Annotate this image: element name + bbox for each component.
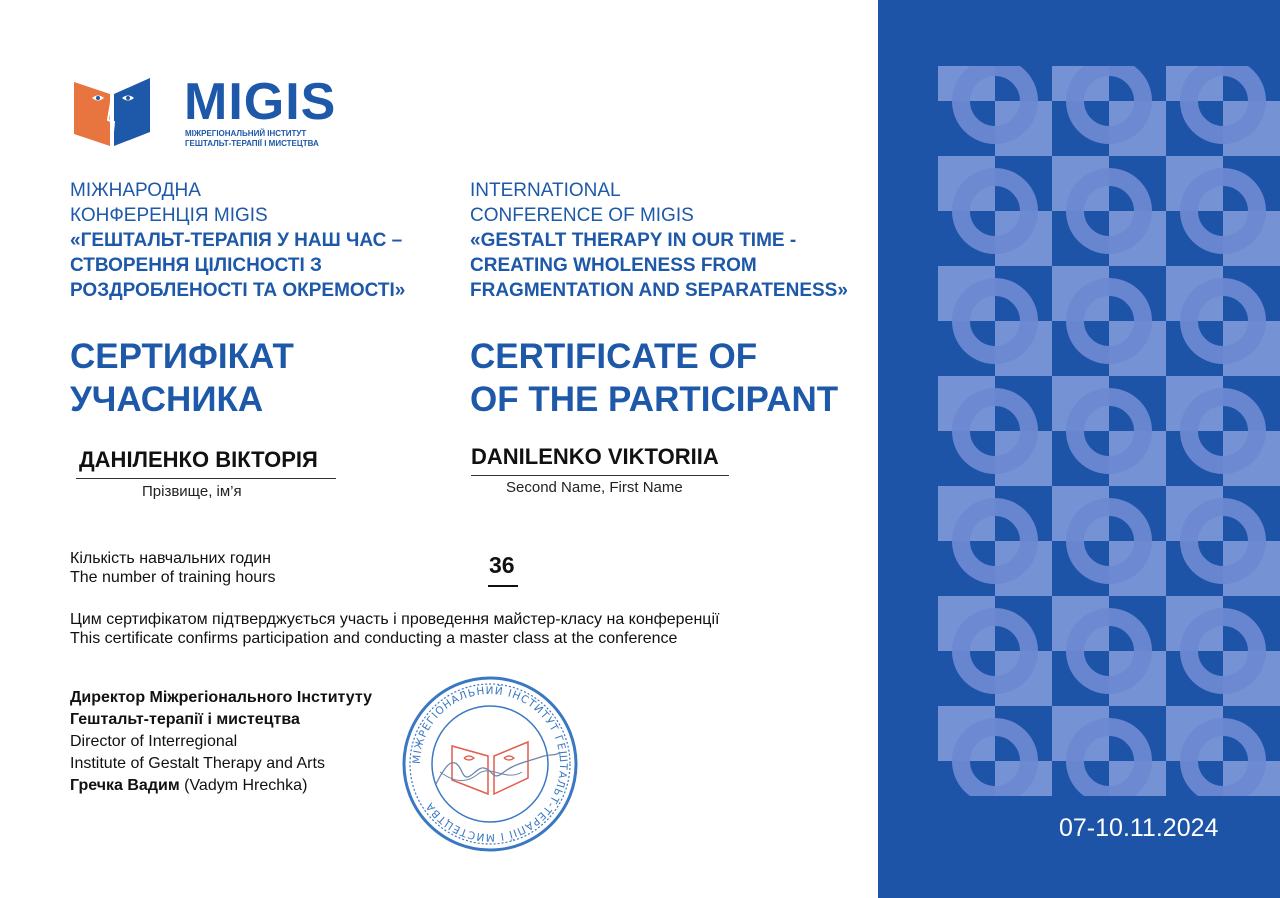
conference-title-en [470,178,880,303]
conference-ua-line1: МІЖНАРОДНА [70,180,201,201]
pattern-cell [1052,266,1166,376]
conference-title-ua [70,178,460,303]
certificate-ua-line1: СЕРТИФІКАТ [70,337,294,376]
conference-en-line1: INTERNATIONAL [470,180,621,201]
director-title-en-line2: Institute of Gestalt Therapy and Arts [70,755,325,772]
conference-ua-title2: СТВОРЕННЯ ЦІЛІСНОСТІ З [70,255,322,276]
training-hours-label-en: The number of training hours [70,569,276,586]
pattern-cell [1166,486,1280,596]
logo-subtitle-line2: ГЕШТАЛЬТ-ТЕРАПІЇ І МИСТЕЦТВА [185,139,319,148]
pattern-cell [938,596,1052,706]
conference-en-line2: CONFERENCE OF MIGIS [470,205,694,226]
pattern-cell [1166,266,1280,376]
migis-logo-icon [72,76,152,152]
director-title-ua-line1: Директор Міжрегіонального Інституту [70,689,373,706]
pattern-cell [938,706,1052,796]
director-name [70,775,372,797]
conference-ua-line2: КОНФЕРЕНЦІЯ MIGIS [70,205,268,226]
pattern-cell [1166,66,1280,156]
pattern-cell [1052,706,1166,796]
director-name-en: (Vadym Hrechka) [184,777,308,794]
participant-name-ua: ДАНІЛЕНКО ВІКТОРІЯ [79,447,318,472]
training-hours-value: 36 [489,552,515,578]
pattern-cell [1166,706,1280,796]
pattern-cell [1166,596,1280,706]
pattern-cell [1052,66,1166,156]
confirmation-text [70,610,719,648]
confirmation-en: This certificate confirms participation and conducting a master class at the conference [70,630,678,647]
conference-en-title2: CREATING WHOLENESS FROM [470,255,757,276]
conference-ua-title3: РОЗДРОБЛЕНОСТІ ТА ОКРЕМОСТІ» [70,280,406,301]
pattern-cell [938,376,1052,486]
name-underline-ua [76,478,336,479]
logo-wordmark: MIGIS [184,73,337,131]
participant-name-en: DANILENKO VIKTORIIA [471,444,719,469]
director-title-en-line1: Director of Interregional [70,733,238,750]
pattern-cell [1052,376,1166,486]
hours-underline [488,585,518,587]
conference-en-title3: FRAGMENTATION AND SEPARATENESS» [470,280,848,301]
event-date: 07-10.11.2024 [1059,814,1219,842]
svg-text:МІЖРЕГІОНАЛЬНИЙ ІНСТИТУТ ГЕШТА: МІЖРЕГІОНАЛЬНИЙ ІНСТИТУТ ГЕШТАЛЬТ-ТЕРАПІЇ І МИСТЕЦТВА [410,684,570,844]
pattern-cell [1052,596,1166,706]
pattern-cell [938,156,1052,266]
pattern-cell [1052,156,1166,266]
logo-subtitle-line1: МІЖРЕГІОНАЛЬНИЙ ІНСТИТУТ [185,129,307,138]
certificate-ua-line2: УЧАСНИКА [70,380,264,419]
conference-en-title1: «GESTALT THERAPY IN OUR TIME - [470,230,797,251]
confirmation-ua: Цим сертифікатом підтверджується участь і проведення майстер-класу на конференції [70,611,720,628]
director-name-ua: Гречка Вадим [70,777,180,794]
director-block [70,687,372,797]
training-hours-label [70,549,275,587]
name-caption-ua: Прізвище, ім’я [142,483,242,500]
pattern-cell [938,486,1052,596]
pattern-cell [938,266,1052,376]
certificate-en-line1: CERTIFICATE OF [470,337,758,376]
certificate-heading-ua [70,335,294,421]
pattern-cell [1166,156,1280,266]
pattern-cell [1052,486,1166,596]
certificate-en-line2: OF THE PARTICIPANT [470,380,839,419]
official-stamp-icon [400,676,580,852]
circle-pattern-icon [938,66,1280,796]
certificate-heading-en [470,335,838,421]
logo-subtitle [185,129,319,149]
name-underline-en [471,475,729,476]
pattern-cell [1166,376,1280,486]
name-caption-en: Second Name, First Name [506,479,683,496]
pattern-cell [938,66,1052,156]
conference-ua-title1: «ГЕШТАЛЬТ-ТЕРАПІЯ У НАШ ЧАС – [70,230,403,251]
training-hours-label-ua: Кількість навчальних годин [70,550,271,567]
director-title-ua-line2: Гештальт-терапії і мистецтва [70,711,300,728]
